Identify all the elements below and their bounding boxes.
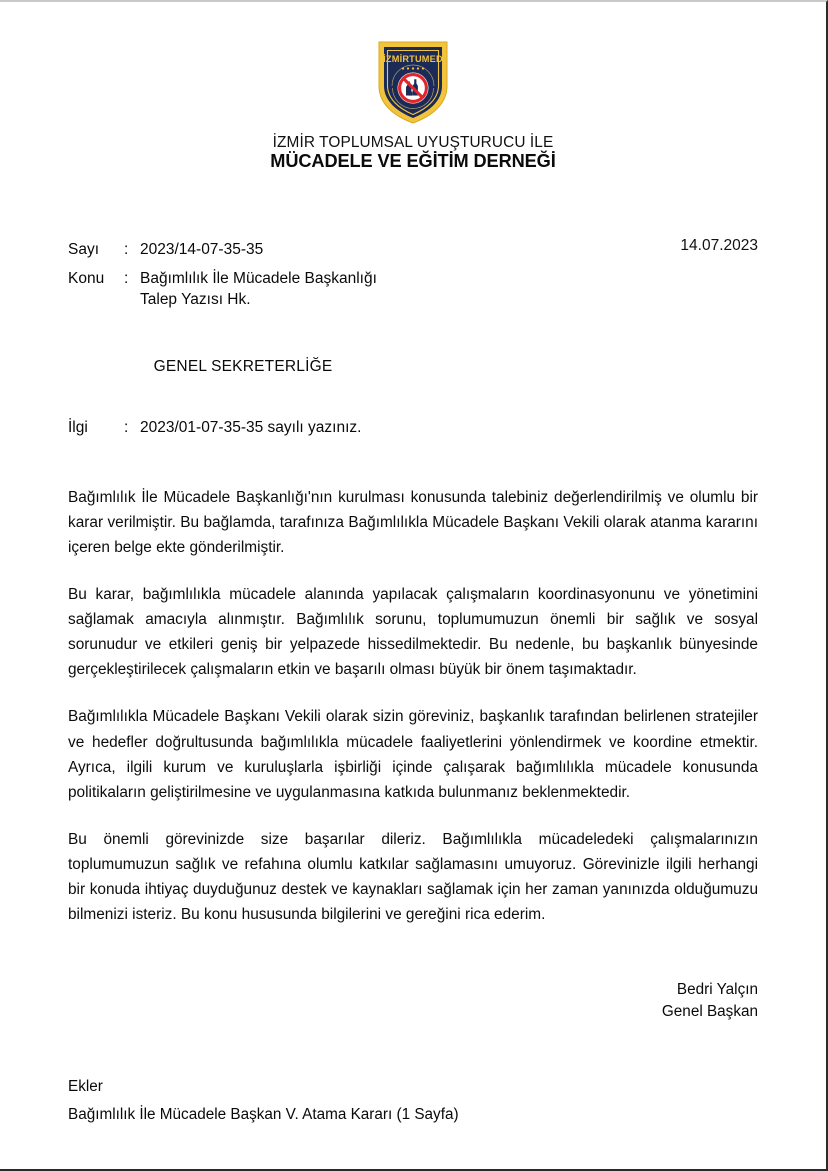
attachments-block — [0, 1075, 826, 1127]
izmirtumed-shield-logo — [374, 36, 452, 128]
document-date: 14.07.2023 — [680, 236, 758, 254]
meta-value-konu-line2: Talep Yazısı Hk. — [140, 291, 251, 309]
attachment-item: Bağımlılık İle Mücadele Başkan V. Atama Kararı (1 Sayfa) — [68, 1106, 459, 1124]
body-paragraph: Bu karar, bağımlılıkla mücadele alanında yapılacak çalışmaların koordinasyonunu ve yönetimini sağlamak amacıyla alınmıştır. Bağımlılık sorunu, toplumumuzun önemli bir sağlık ve sosyal sorunudur ve etkileri geniş bir yelpazede hissedilmektedir. Bu nedenle, bu başkanlık bünyesinde gerçekleştirilecek çalışmaların etkin ve başarılı olması büyük bir önem taşımaktadır. — [68, 586, 758, 679]
meta-label-konu: Konu — [68, 270, 105, 288]
signatory-title: Genel Başkan — [661, 1003, 758, 1021]
meta-colon-sayi: : — [124, 240, 129, 258]
document-body — [0, 485, 826, 928]
meta-label-sayi: Sayı — [68, 240, 100, 258]
meta-label-ilgi: İlgi — [68, 418, 88, 436]
letterhead — [0, 2, 826, 172]
attachments-title: Ekler — [68, 1077, 103, 1095]
logo-wrap — [0, 36, 826, 128]
badge-title-text: İZMİRTUMED — [383, 54, 443, 64]
meta-row-sayi — [68, 240, 758, 261]
reference-block — [0, 418, 826, 439]
meta-value-konu-line1: Bağımlılık İle Mücadele Başkanlığı — [140, 270, 377, 288]
meta-value-konu — [140, 269, 758, 311]
signatory-name: Bedri Yalçın — [676, 981, 758, 999]
meta-value-ilgi: 2023/01-07-35-35 sayılı yazınız. — [140, 418, 362, 436]
meta-row-konu — [68, 269, 758, 311]
body-paragraph: Bu önemli görevinizde size başarılar dileriz. Bağımlılıkla mücadeledeki çalışmalarınızın toplumumuzun sağlık ve refahına olumlu katkılar sağlamasını umuyoruz. Görevinizle ilgili herhangi bir konuda ihtiyaç duyduğunuz destek ve kaynakları sağlamak için her zaman yanınızda olduğumuzu bilmenizi isteriz. Bu konu hususunda bilgilerini ve gereğini rica ederim. — [68, 830, 758, 924]
signature-block — [0, 979, 826, 1022]
body-paragraph: Bağımlılık İle Mücadele Başkanlığı'nın kurulması konusunda talebiniz değerlendirilmiş ve olumlu bir karar verilmiştir. Bu bağlamda, tarafınıza Bağımlılıkla Mücadele Başkanı Vekili olarak atanma kararını içeren belge ekte gönderilmiştir. — [68, 488, 758, 556]
body-paragraph: Bağımlılıkla Mücadele Başkanı Vekili olarak sizin göreviniz, başkanlık tarafından belirlenen stratejiler ve hedefler doğrultusunda bağımlılıkla mücadele faaliyetlerini yönlendirmek ve koordine etmektir. Ayrıca, ilgili kurum ve kuruluşlarla işbirliği içinde çalışarak bağımlılıkla mücadele konusunda politikaların geliştirilmesine ve uygulanmasına katkıda bulunmanız beklenmektedir. — [68, 708, 758, 801]
organization-name-line1: İZMİR TOPLUMSAL UYUŞTURUCU İLE — [272, 134, 554, 151]
organization-name-line2: MÜCADELE VE EĞİTİM DERNEĞİ — [270, 151, 556, 172]
recipient-heading: GENEL SEKRETERLİĞE — [153, 357, 333, 375]
organization-name — [0, 135, 826, 172]
meta-colon-ilgi: : — [124, 418, 129, 436]
document-meta — [0, 236, 826, 311]
meta-value-sayi: 2023/14-07-35-35 — [140, 240, 264, 258]
meta-colon-konu: : — [124, 270, 129, 288]
meta-row-ilgi — [68, 418, 758, 439]
